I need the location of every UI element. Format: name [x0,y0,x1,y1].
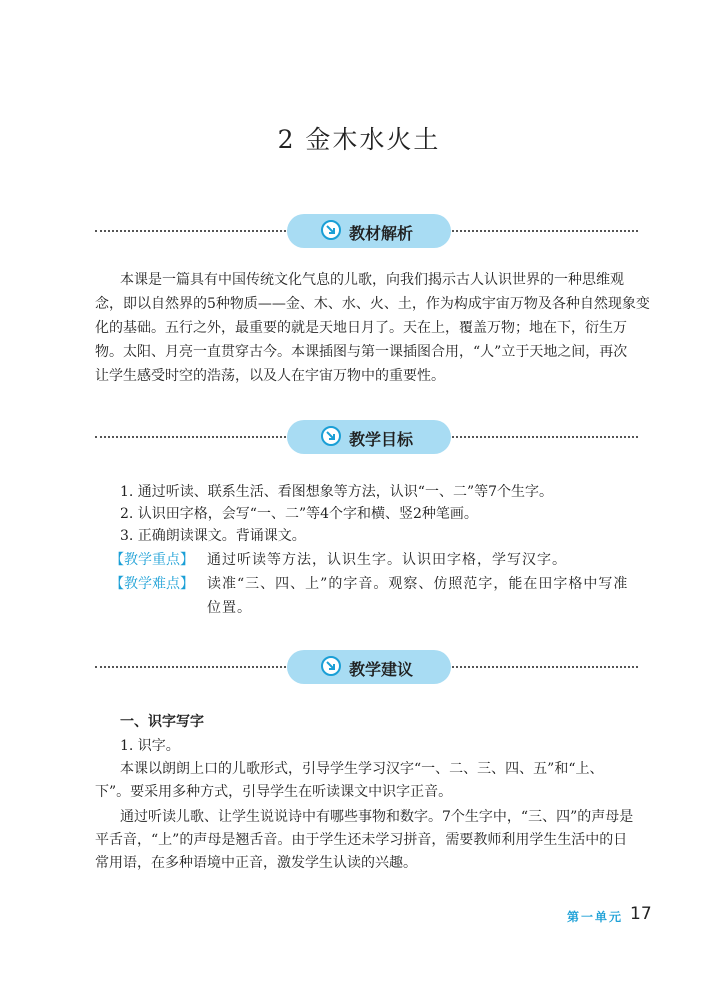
section-pill [287,420,451,454]
text-line: 本课是一篇具有中国传统文化气息的儿歌，向我们揭示古人认识世界的一种思维观 [120,272,624,288]
section-label: 教学建议 [349,660,414,679]
subsection-sub: 1. 识字。 [120,738,180,754]
subsection-heading: 一、识字写字 [120,714,204,730]
key-point-tag: 【教学重点】 [110,552,194,568]
text-line: 通过听读儿歌、让学生说说诗中有哪些事物和数字。7个生字中，“三、四”的声母是 [120,809,634,825]
difficulty-text: 读准“三、四、上”的字音。观察、仿照范字，能在田字格中写准 [207,576,629,592]
page-number: 17 [630,904,652,924]
text-line: 物。太阳、月亮一直贯穿古今。本课插图与第一课插图合用，“人”立于天地之间，再次 [95,344,628,360]
section-pill [287,214,451,248]
key-point-text: 通过听读等方法，认识生字。认识田字格，学写汉字。 [207,552,567,568]
section-header-analysis [95,214,638,248]
text-line: 念，即以自然界的5种物质——金、木、水、火、土，作为构成宇宙万物及各种自然现象变 [95,296,650,312]
goal-item: 2. 认识田字格，会写“一、二”等4个字和横、竖2种笔画。 [120,506,478,522]
section-header-suggestions [95,650,638,684]
section-label: 教学目标 [349,430,414,449]
arrow-circle-icon [321,656,341,676]
footer-unit: 第一单元 [567,910,624,924]
goal-item: 3. 正确朗读课文。背诵课文。 [120,528,306,544]
arrow-circle-icon [321,426,341,446]
difficulty-text: 位置。 [207,600,252,616]
text-line: 化的基础。五行之外，最重要的就是天地日月了。天在上，覆盖万物；地在下，衍生万 [95,320,627,336]
arrow-circle-icon [321,220,341,240]
goal-item: 1. 通过听读、联系生活、看图想象等方法，认识“一、二”等7个生字。 [120,484,554,500]
section-header-goals [95,420,638,454]
text-line: 常用语，在多种语境中正音，激发学生认读的兴趣。 [95,855,417,871]
text-line: 平舌音，“上”的声母是翘舌音。由于学生还未学习拼音，需要教师利用学生生活中的日 [95,832,628,848]
text-line: 下”。要采用多种方式，引导学生在听读课文中识字正音。 [95,784,453,800]
section-label: 教材解析 [349,224,414,243]
text-line: 本课以朗朗上口的儿歌形式，引导学生学习汉字“一、二、三、四、五”和“上、 [120,761,604,777]
difficulty-tag: 【教学难点】 [110,576,194,592]
section-pill [287,650,451,684]
text-line: 让学生感受时空的浩荡，以及人在宇宙万物中的重要性。 [95,368,445,384]
lesson-title: 2 金木水火土 [277,125,441,154]
